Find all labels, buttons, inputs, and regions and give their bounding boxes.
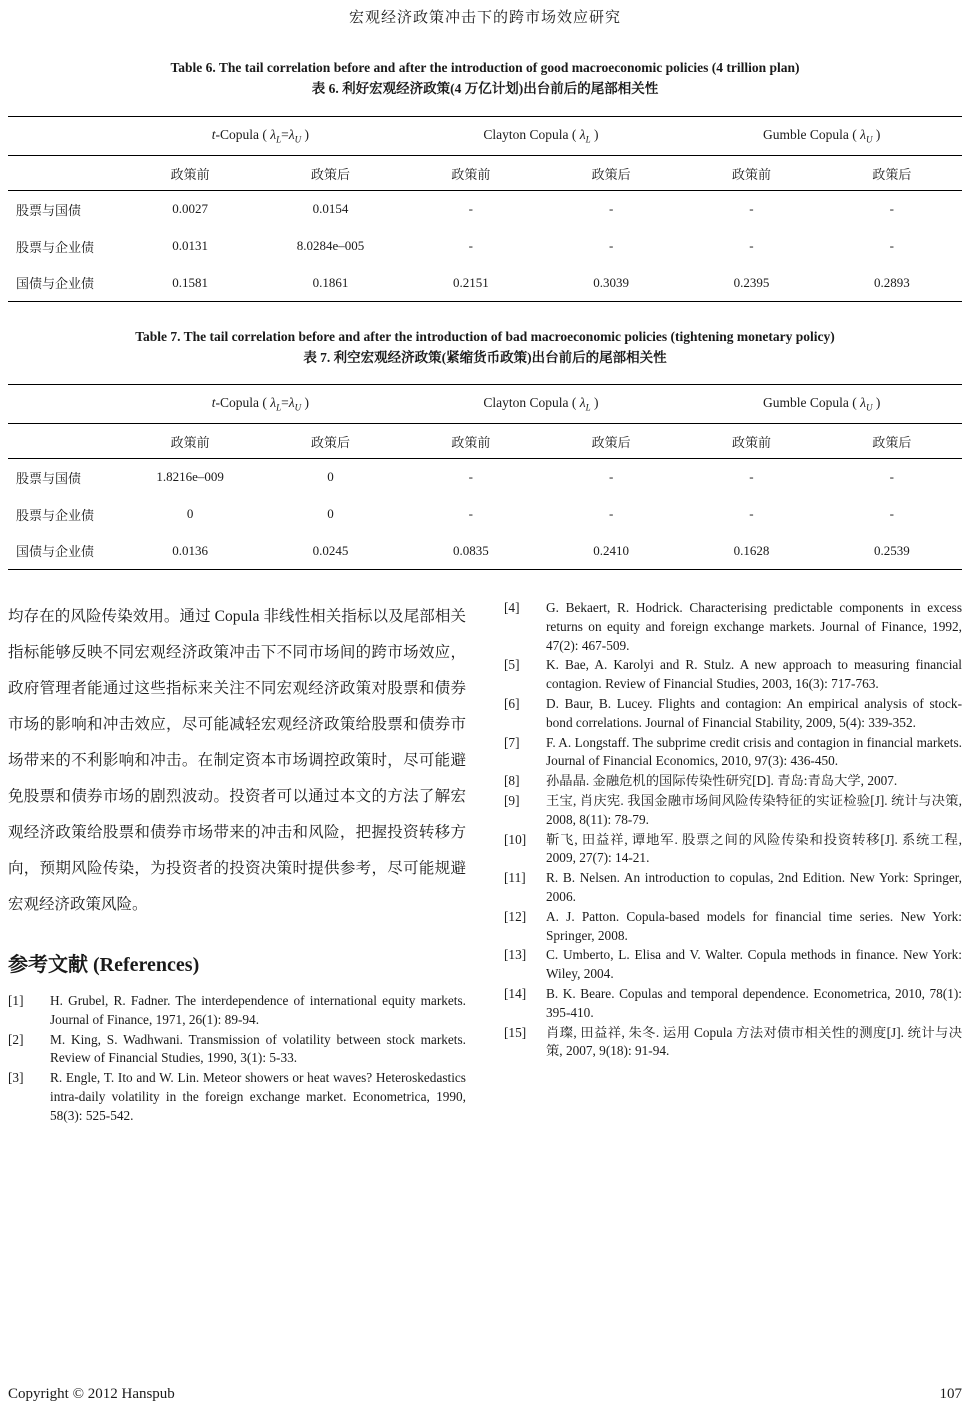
table6-caption-en: Table 6. The tail correlation before and after the introduction of good macroeconomic policies (4 trillion plan) — [170, 60, 800, 75]
reference-item — [504, 946, 962, 984]
value-cell: 0.2893 — [822, 265, 962, 302]
row-label: 国债与企业债 — [8, 533, 120, 570]
lambda-subscript: L — [276, 402, 282, 413]
ref-text: 肖璨, 田益祥, 朱冬. 运用 Copula 方法对债市相关性的测度[J]. 统计与决策, 2007, 9(18): 91-94. — [546, 1024, 962, 1059]
ref-number: [10] — [504, 831, 527, 847]
value-cell: - — [889, 238, 894, 253]
ref-number: [14] — [504, 985, 527, 1001]
table6-caption-zh: 表 6. 利好宏观经济政策(4 万亿计划)出台前后的尾部相关性 — [311, 81, 659, 96]
policy-subheader: 政策前 — [120, 156, 260, 191]
reference-item — [504, 831, 962, 869]
reference-item — [504, 695, 962, 733]
policy-subheader: 政策前 — [401, 424, 541, 459]
value-cell: - — [889, 469, 894, 485]
value-cell: 0.0154 — [312, 201, 349, 217]
ref-text: 孙晶晶. 金融危机的国际传染性研究[D]. 青岛:青岛大学, 2007. — [546, 773, 898, 789]
close-paren: ) — [872, 395, 881, 411]
policy-subheader: 政策后 — [541, 156, 681, 191]
equals-sign: = — [281, 127, 289, 143]
reference-item — [504, 985, 962, 1023]
footer-copyright: Copyright © 2012 Hanspub — [8, 1386, 175, 1402]
close-paren: ) — [872, 127, 881, 143]
right-column — [504, 599, 962, 1127]
value-cell: 0 — [327, 506, 334, 521]
clayton-copula-group-header — [401, 385, 682, 424]
clayton-copula-group-header — [401, 117, 682, 156]
lambda-symbol: λ — [288, 127, 295, 143]
value-cell: 0.1581 — [120, 265, 260, 302]
gumble-copula-group-header — [681, 385, 962, 424]
corner-cell — [8, 385, 120, 424]
table6-copula-header-row — [8, 117, 962, 156]
lambda-subscript: U — [865, 134, 873, 145]
reference-item — [504, 908, 962, 946]
policy-subheader: 政策后 — [822, 156, 962, 191]
value-cell: 0.2395 — [681, 265, 821, 302]
policy-subheader: 政策前 — [681, 156, 821, 191]
policy-subheader: 政策后 — [260, 156, 400, 191]
table7-caption-block — [8, 326, 962, 368]
copula-name: Clayton Copula ( — [483, 127, 580, 143]
ref-number: [4] — [504, 600, 520, 615]
corner-cell — [8, 156, 120, 191]
ref-number: [1] — [8, 993, 24, 1008]
table7-policy-subheader-row — [8, 424, 962, 459]
ref-text: R. Engle, T. Ito and W. Lin. Meteor showers or heat waves? Heteroskedastics intra-daily volatility in the foreign exchange market. Econometrica, 1990, 58(3): 525-542. — [50, 1070, 466, 1123]
ref-text: G. Bekaert, R. Hodrick. Characterising predictable components in excess returns on equity and foreign exchange markets. Journal of Finance, 1992, 47(2): 467-509. — [546, 600, 962, 653]
close-paren: ) — [590, 127, 599, 143]
table-row — [8, 496, 962, 533]
copula-name: Gumble Copula ( — [762, 127, 861, 143]
reference-item — [504, 599, 962, 655]
value-cell: - — [889, 201, 894, 217]
copula-italic-lead: t — [211, 395, 216, 411]
ref-text: 靳飞, 田益祥, 谭地军. 股票之间的风险传染和投资转移[J]. 系统工程, 2009, 27(7): 14-21. — [546, 831, 962, 866]
value-cell: - — [749, 238, 754, 253]
page-footer — [8, 1386, 962, 1403]
table7-caption-en: Table 7. The tail correlation before and after the introduction of bad macroeconomic policies (tightening monetary policy) — [135, 329, 835, 344]
policy-subheader: 政策后 — [541, 424, 681, 459]
reference-item — [8, 1031, 466, 1069]
table6-correlation — [8, 116, 962, 302]
row-label: 国债与企业债 — [8, 265, 120, 302]
row-label: 股票与国债 — [16, 202, 82, 218]
reference-item — [504, 656, 962, 694]
lambda-symbol: λ — [579, 395, 586, 411]
table7-correlation — [8, 384, 962, 570]
policy-subheader: 政策前 — [681, 424, 821, 459]
copula-name: -Copula ( — [215, 127, 271, 143]
ref-text: H. Grubel, R. Fadner. The interdependence of international equity markets. Journal of Finance, 1971, 26(1): 89-94. — [50, 993, 466, 1027]
value-cell: - — [608, 469, 614, 485]
value-cell: 0.0835 — [401, 533, 541, 570]
policy-subheader: 政策后 — [260, 424, 400, 459]
table-row — [8, 265, 962, 302]
close-paren: ) — [590, 395, 599, 411]
ref-text: B. K. Beare. Copulas and temporal dependence. Econometrica, 2010, 78(1): 395-410. — [546, 985, 962, 1020]
copula-name: Gumble Copula ( — [762, 395, 861, 411]
ref-text: A. J. Patton. Copula-based models for financial time series. New York: Springer, 2008. — [546, 908, 962, 943]
reference-item — [504, 734, 962, 772]
copula-italic-lead: t — [211, 127, 216, 143]
value-cell: 0.0027 — [172, 201, 209, 217]
ref-text: D. Baur, B. Lucey. Flights and contagion: An empirical analysis of stock-bond correlations. Journal of Financial Stability, 2009, 5(4): 339-352. — [546, 695, 962, 730]
lambda-symbol: λ — [288, 395, 295, 411]
value-cell: 0.2151 — [401, 265, 541, 302]
corner-cell — [8, 117, 120, 156]
value-cell: 0.0245 — [260, 533, 400, 570]
policy-subheader: 政策前 — [120, 424, 260, 459]
t-copula-group-header — [120, 117, 401, 156]
lambda-subscript: U — [294, 402, 302, 413]
close-paren: ) — [301, 127, 309, 143]
value-cell: 0.0131 — [172, 238, 209, 253]
table7-caption-zh: 表 7. 利空宏观经济政策(紧缩货币政策)出台前后的尾部相关性 — [303, 350, 667, 365]
value-cell: - — [468, 238, 473, 253]
close-paren: ) — [301, 395, 309, 411]
table6-caption-block — [8, 57, 962, 99]
ref-number: [13] — [504, 947, 527, 963]
table7-copula-header-row — [8, 385, 962, 424]
ref-number: [8] — [504, 773, 520, 789]
ref-number: [9] — [504, 792, 520, 808]
value-cell: - — [468, 469, 473, 485]
ref-number: [5] — [504, 657, 520, 673]
reference-item — [8, 992, 466, 1030]
closing-paragraph: 均存在的风险传染效用。通过 Copula 非线性相关指标以及尾部相关指标能够反映不同宏观经济政策冲击下不同市场间的跨市场效应，政府管理者能通过这些指标来关注不同宏观经济政策对股票和债券市场的影响和冲击效应，尽可能减轻宏观经济政策给股票和债券市场带来的不利影响和冲击。在制定资本市场调控政策时，尽可能避免股票和债券市场的剧烈波动。投资者可以通过本文的方法了解宏观经济政策给股票和债券市场带来的冲击和风险，把握投资转移方向，预期风险传染，为投资者的投资决策时提供参考，尽可能规避宏观经济政策风险。 — [8, 608, 466, 913]
references-heading: 参考文献 (References) — [8, 954, 200, 976]
table-row — [8, 459, 962, 496]
lambda-symbol: λ — [579, 127, 586, 143]
lambda-symbol: λ — [270, 127, 277, 143]
lambda-subscript: L — [585, 402, 591, 413]
ref-number: [11] — [504, 870, 526, 886]
corner-cell — [8, 424, 120, 459]
policy-subheader: 政策后 — [822, 424, 962, 459]
ref-text: R. B. Nelsen. An introduction to copulas, 2nd Edition. New York: Springer, 2006. — [546, 870, 962, 904]
reference-item — [504, 869, 962, 907]
two-column-body — [8, 599, 962, 1127]
value-cell: - — [608, 506, 614, 521]
table-row — [8, 228, 962, 265]
value-cell: - — [608, 201, 614, 217]
lambda-subscript: L — [585, 134, 591, 145]
value-cell: 0.2410 — [541, 533, 681, 570]
copula-name: -Copula ( — [215, 395, 271, 411]
value-cell: - — [468, 506, 473, 521]
value-cell: - — [749, 201, 754, 217]
value-cell: 0.3039 — [541, 265, 681, 302]
lambda-symbol: λ — [860, 127, 866, 143]
t-copula-group-header — [120, 385, 401, 424]
value-cell: 0 — [327, 469, 334, 485]
ref-text: F. A. Longstaff. The subprime credit crisis and contagion in financial markets. Journal of Financial Economics, 2010, 97(3): 436-450. — [546, 734, 962, 769]
value-cell: - — [608, 238, 614, 253]
equals-sign: = — [281, 395, 289, 411]
ref-text: 王宝, 肖庆宪. 我国金融市场间风险传染特征的实证检验[J]. 统计与决策, 2008, 8(11): 78-79. — [546, 792, 962, 827]
ref-text: C. Umberto, L. Elisa and V. Walter. Copula methods in finance. New York: Wiley, 2004. — [546, 947, 962, 982]
table6-policy-subheader-row — [8, 156, 962, 191]
lambda-subscript: U — [865, 402, 873, 413]
reference-item — [8, 1069, 466, 1125]
lambda-subscript: L — [276, 134, 282, 145]
lambda-subscript: U — [294, 134, 302, 145]
gumble-copula-group-header — [681, 117, 962, 156]
reference-item — [504, 1024, 962, 1062]
ref-number: [6] — [504, 695, 520, 711]
row-label: 股票与国债 — [16, 470, 82, 486]
ref-number: [15] — [504, 1024, 527, 1040]
page-number: 107 — [939, 1386, 962, 1402]
row-label: 股票与企业债 — [16, 239, 95, 255]
value-cell: - — [468, 201, 473, 217]
ref-number: [3] — [8, 1070, 24, 1086]
table-row — [8, 533, 962, 570]
value-cell: - — [749, 469, 754, 485]
ref-text: K. Bae, A. Karolyi and R. Stulz. A new approach to measuring financial contagion. Review of Financial Studies, 2003, 16(3): 717-763. — [546, 657, 962, 692]
value-cell: 1.8216e–009 — [156, 469, 224, 485]
lambda-symbol: λ — [860, 395, 866, 411]
ref-number: [7] — [504, 734, 520, 750]
ref-text: M. King, S. Wadhwani. Transmission of volatility between stock markets. Review of Financial Studies, 1990, 3(1): 5-33. — [50, 1031, 466, 1066]
copula-name: Clayton Copula ( — [483, 395, 580, 411]
value-cell: 0.1861 — [260, 265, 400, 302]
lambda-symbol: λ — [270, 395, 277, 411]
value-cell: - — [749, 506, 754, 521]
ref-number: [12] — [504, 908, 527, 924]
value-cell: 0.0136 — [120, 533, 260, 570]
policy-subheader: 政策前 — [401, 156, 541, 191]
row-label: 股票与企业债 — [16, 507, 95, 523]
value-cell: 8.0284e–005 — [296, 238, 365, 253]
running-title: 宏观经济政策冲击下的跨市场效应研究 — [348, 10, 621, 26]
ref-number: [2] — [8, 1031, 24, 1047]
left-column — [8, 599, 466, 1127]
value-cell: 0 — [186, 506, 194, 521]
table-row — [8, 191, 962, 228]
reference-item — [504, 772, 962, 791]
value-cell: 0.2539 — [822, 533, 962, 570]
value-cell: 0.1628 — [681, 533, 821, 570]
reference-item — [504, 792, 962, 830]
value-cell: - — [889, 506, 894, 521]
